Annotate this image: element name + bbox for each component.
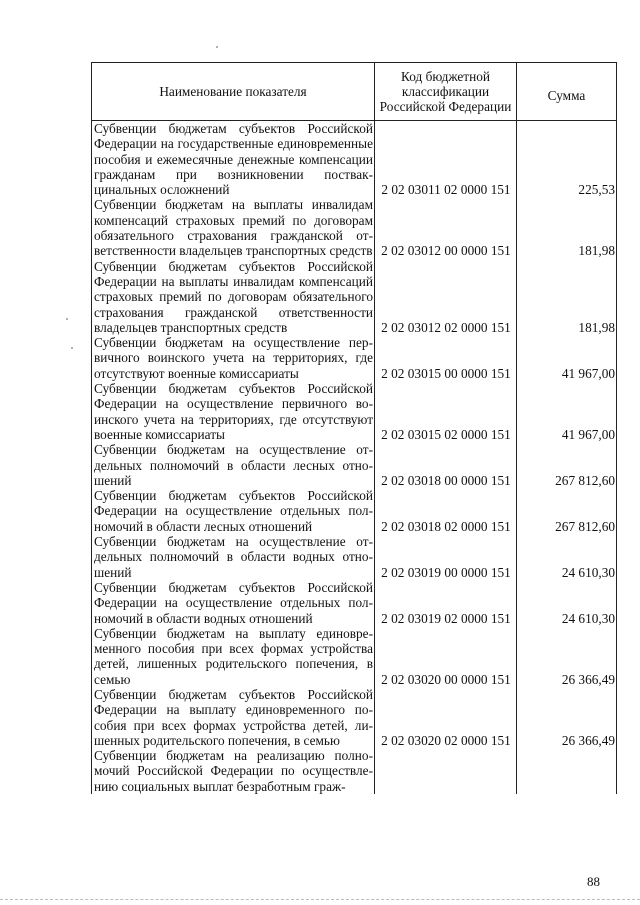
table-row — [92, 197, 617, 258]
row-name: Субвенции бюджетам на осуществление первичного воинского учета на территориях, где отсутствуют военные комиссариаты — [92, 335, 375, 381]
row-code: 2 02 03011 02 0000 151 — [375, 121, 517, 198]
row-sum: 41 967,00 — [517, 335, 617, 381]
table-body — [92, 121, 617, 795]
table-row — [92, 335, 617, 381]
row-code: 2 02 03015 00 0000 151 — [375, 335, 517, 381]
row-code: 2 02 03012 00 0000 151 — [375, 197, 517, 258]
row-sum: 267 812,60 — [517, 488, 617, 534]
row-name: Субвенции бюджетам на выплату единовременного пособия при всех формах устройства детей, лишенных родительского попечения, в семью — [92, 626, 375, 687]
page-number: 88 — [587, 874, 600, 889]
row-sum: 26 366,49 — [517, 687, 617, 748]
table-row — [92, 488, 617, 534]
row-name: Субвенции бюджетам субъектов Российской Федерации на осуществление первичного воинского учета на территориях, где отсутствуют военные комиссариаты — [92, 381, 375, 442]
table-row — [92, 687, 617, 748]
row-code: 2 02 03019 02 0000 151 — [375, 580, 517, 626]
scan-speck — [71, 347, 73, 349]
table-row — [92, 748, 617, 794]
row-name: Субвенции бюджетам субъектов Российской Федерации на осуществление отдельных полномочий в области водных отношений — [92, 580, 375, 626]
header-sum: Сумма — [517, 63, 617, 121]
row-sum: 181,98 — [517, 197, 617, 258]
row-sum: 26 366,49 — [517, 626, 617, 687]
row-name: Субвенции бюджетам на реализацию полномочий Российской Федерации по осуществлению социальных выплат безработным граж- — [92, 748, 375, 794]
row-code: 2 02 03018 02 0000 151 — [375, 488, 517, 534]
row-sum — [517, 748, 617, 794]
header-row — [92, 63, 617, 121]
row-code: 2 02 03020 00 0000 151 — [375, 626, 517, 687]
header-code: Код бюджетной классификации Российской Федерации — [375, 63, 517, 121]
scan-edge-line — [0, 899, 640, 900]
row-sum: 181,98 — [517, 259, 617, 335]
row-code: 2 02 03012 02 0000 151 — [375, 259, 517, 335]
row-name: Субвенции бюджетам субъектов Российской Федерации на выплаты инвалидам компенсаций страховых премий по договорам обязательного страхования гражданской ответственности владельцев транспортных средств — [92, 259, 375, 335]
row-name: Субвенции бюджетам на осуществление отдельных полномочий в области водных отношений — [92, 534, 375, 580]
row-name: Субвенции бюджетам субъектов Российской Федерации на выплату единовременного пособия при всех формах устройства детей, лишенных родительского попечения, в семью — [92, 687, 375, 748]
header-name: Наименование показателя — [92, 63, 375, 121]
row-code: 2 02 03015 02 0000 151 — [375, 381, 517, 442]
table-row — [92, 534, 617, 580]
table-row — [92, 626, 617, 687]
row-name: Субвенции бюджетам на выплаты инвалидам компенсаций страховых премий по договорам обязательного страхования гражданской ответственности владельцев транспортных средств — [92, 197, 375, 258]
row-sum: 41 967,00 — [517, 381, 617, 442]
table-header — [92, 63, 617, 121]
row-sum: 24 610,30 — [517, 580, 617, 626]
row-sum: 24 610,30 — [517, 534, 617, 580]
row-code: 2 02 03020 02 0000 151 — [375, 687, 517, 748]
table-row — [92, 580, 617, 626]
row-name: Субвенции бюджетам субъектов Российской Федерации на государственные единовременные пособия и ежемесячные денежные компенсации гражданам при возникновении поствакцинальных осложнений — [92, 121, 375, 198]
table-row — [92, 121, 617, 198]
row-code: 2 02 03019 00 0000 151 — [375, 534, 517, 580]
table-row — [92, 442, 617, 488]
row-code: 2 02 03018 00 0000 151 — [375, 442, 517, 488]
row-sum: 225,53 — [517, 121, 617, 198]
scan-speck — [66, 318, 68, 320]
row-name: Субвенции бюджетам на осуществление отдельных полномочий в области лесных отношений — [92, 442, 375, 488]
table-row — [92, 381, 617, 442]
row-sum: 267 812,60 — [517, 442, 617, 488]
row-code — [375, 748, 517, 794]
row-name: Субвенции бюджетам субъектов Российской Федерации на осуществление отдельных полномочий в области лесных отношений — [92, 488, 375, 534]
budget-table — [91, 62, 617, 794]
table-row — [92, 259, 617, 335]
scan-speck — [216, 46, 218, 48]
